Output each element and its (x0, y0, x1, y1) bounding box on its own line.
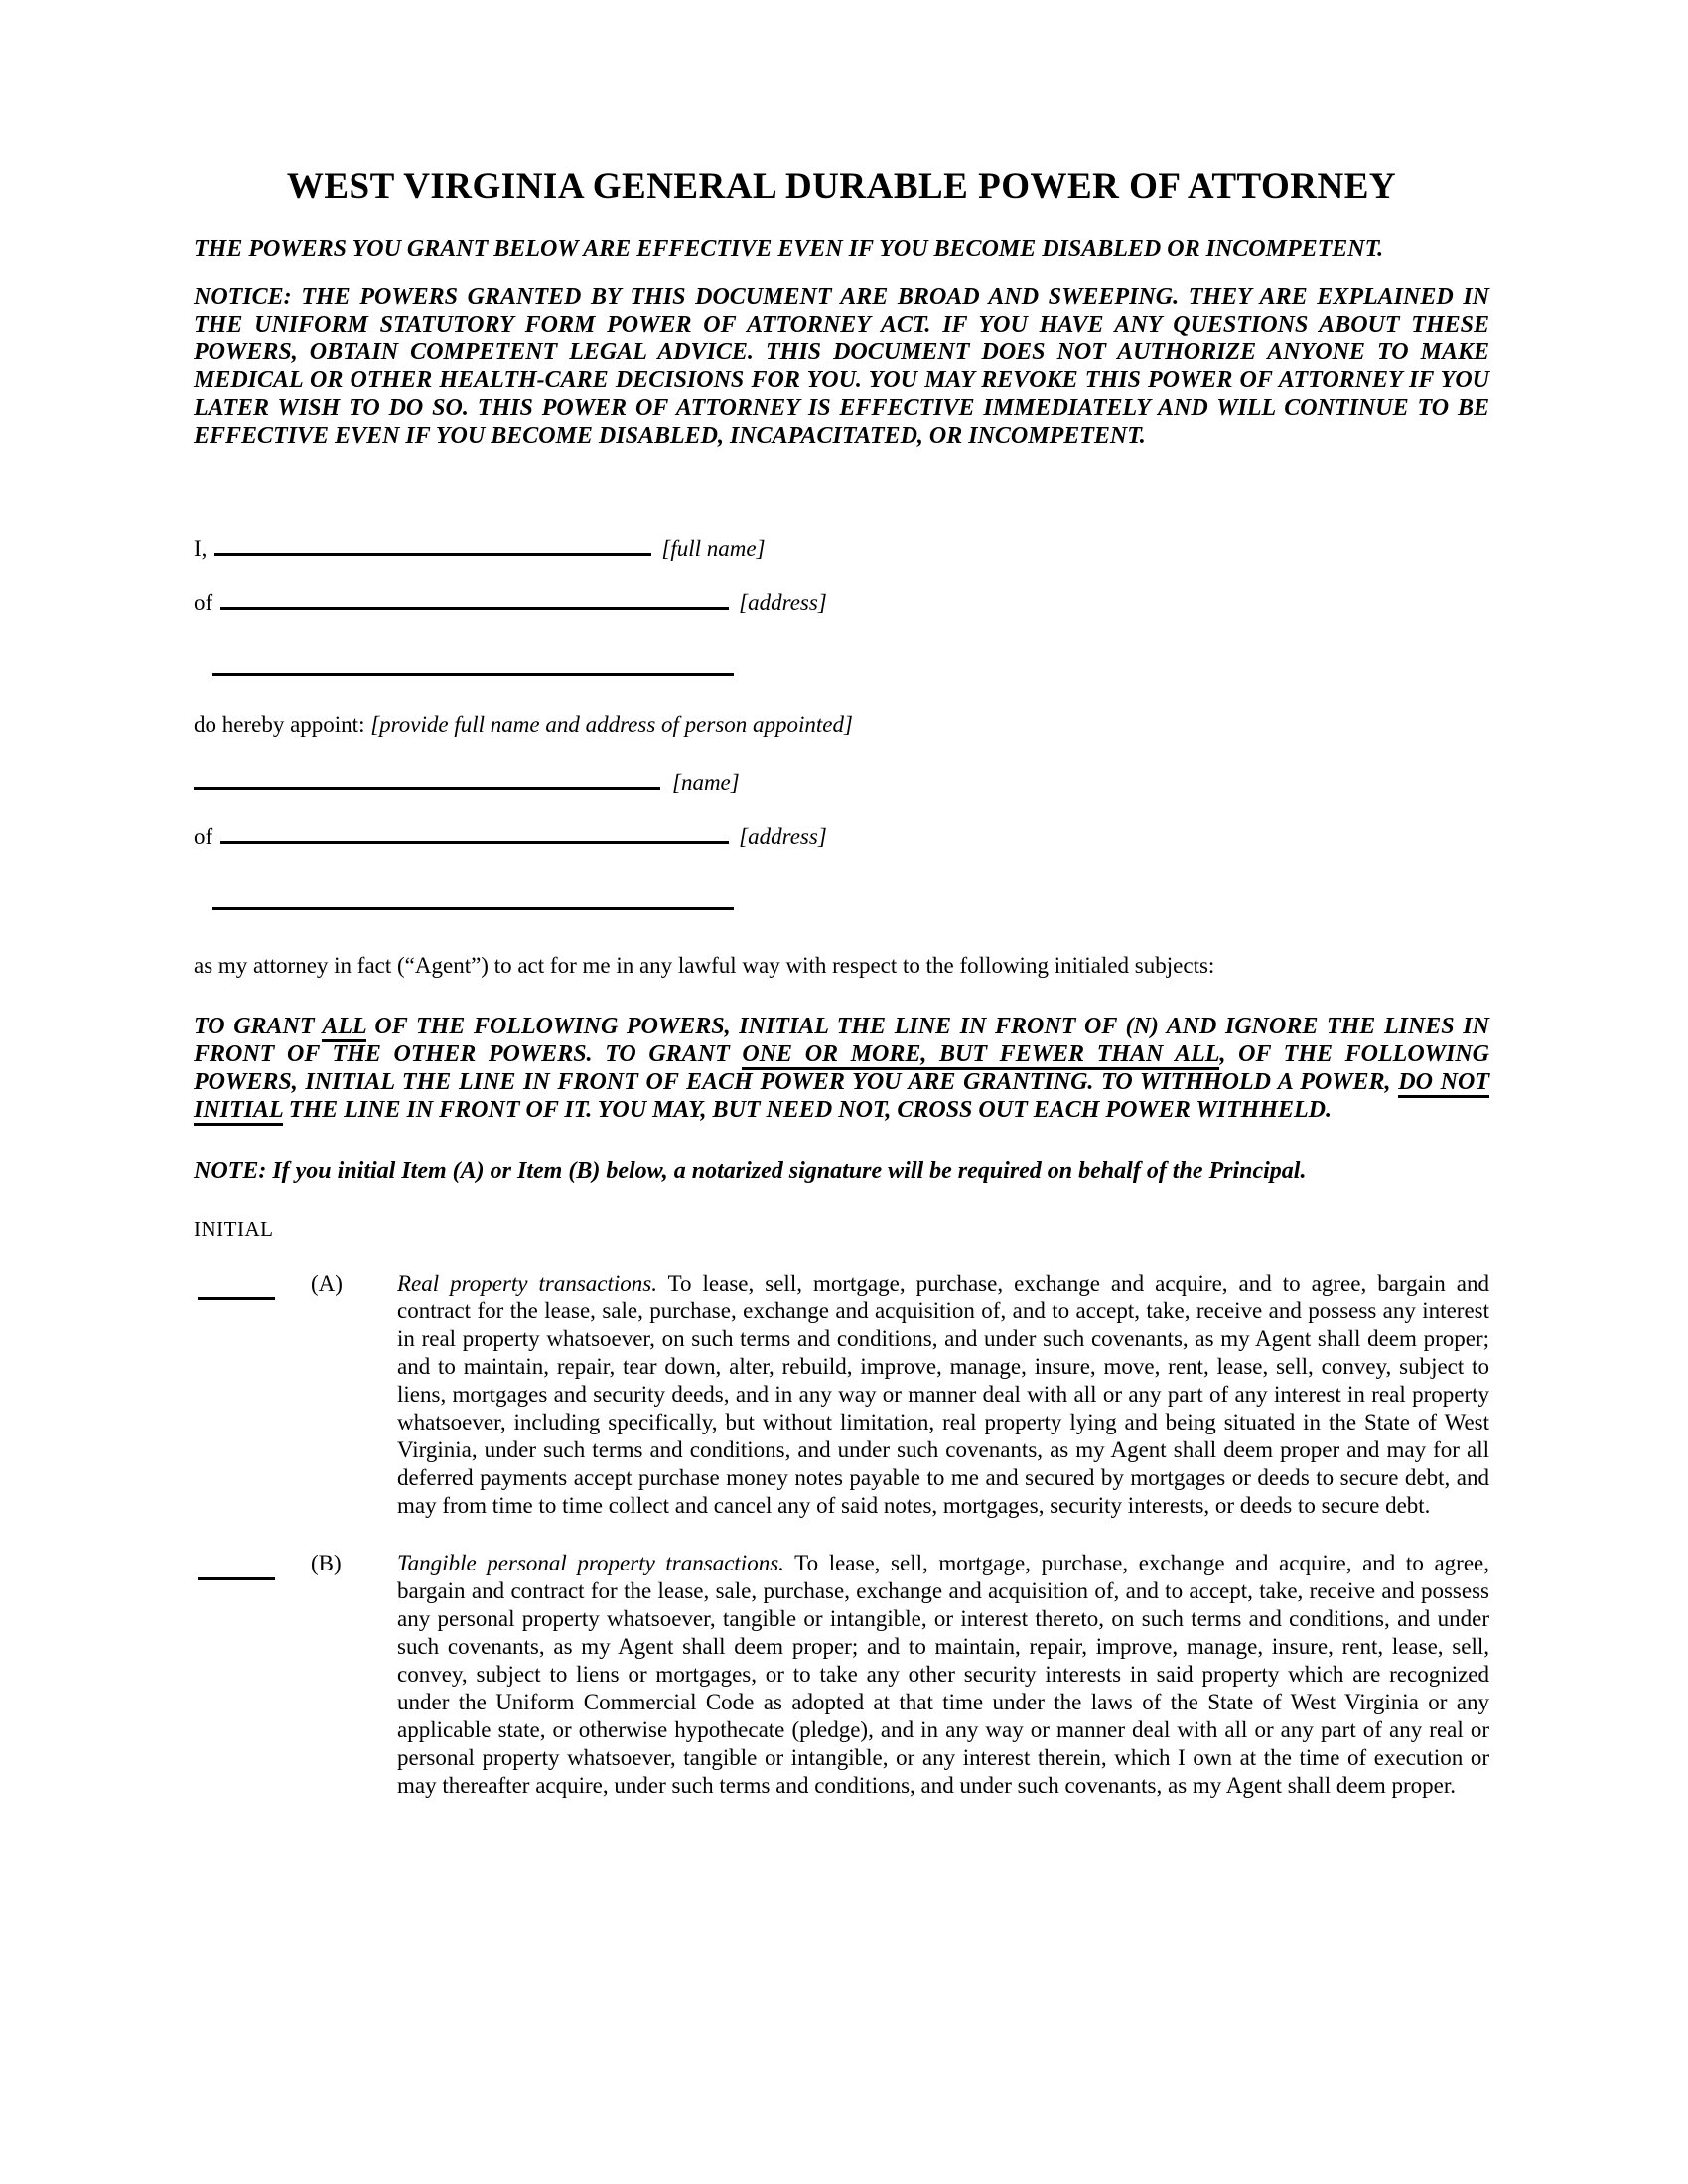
item-a-text (397, 1270, 1489, 1520)
agent-name-row (194, 767, 1489, 796)
appointment-lead-row (194, 712, 1489, 738)
principal-address-continuation-row (194, 653, 1489, 682)
principal-address-field[interactable] (220, 587, 729, 610)
item-a-label: (A) (311, 1270, 343, 1296)
appointment-lead-hint: [provide full name and address of person appointed] (370, 711, 853, 737)
item-a-initial-field[interactable] (198, 1270, 275, 1300)
notice-paragraph: NOTICE: THE POWERS GRANTED BY THIS DOCUMENT ARE BROAD AND SWEEPING. THEY ARE EXPLAINED IN THE UNIFORM STATUTORY FORM POWER OF ATTORNEY ACT. IF YOU HAVE ANY QUESTIONS ABOUT THESE POWERS, OBTAIN COMPETENT LEGAL ADVICE. THIS DOCUMENT DOES NOT AUTHORIZE ANYONE TO MAKE MEDICAL OR OTHER HEALTH-CARE DECISIONS FOR YOU. YOU MAY REVOKE THIS POWER OF ATTORNEY IF YOU LATER WISH TO DO SO. THIS POWER OF ATTORNEY IS EFFECTIVE IMMEDIATELY AND WILL CONTINUE TO BE EFFECTIVE EVEN IF YOU BECOME DISABLED, INCAPACITATED, OR INCOMPETENT. (194, 283, 1489, 449)
principal-address-hint: [address] (739, 589, 827, 614)
principal-address-row (194, 587, 1489, 615)
agent-clause: as my attorney in fact (“Agent”) to act for me in any lawful way with respect to the following initialed subjects: (194, 952, 1215, 978)
item-b-initial-field[interactable] (198, 1550, 275, 1580)
agent-address-continuation-field[interactable] (212, 887, 734, 910)
document-subtitle: THE POWERS YOU GRANT BELOW ARE EFFECTIVE EVEN IF YOU BECOME DISABLED OR INCOMPETENT. (194, 235, 1384, 262)
item-b-title: Tangible personal property transactions. (397, 1550, 784, 1575)
agent-address-continuation-row (194, 887, 1489, 916)
item-b-label: (B) (311, 1550, 342, 1575)
item-b-initial-cell (194, 1550, 275, 1800)
document-content (194, 167, 1489, 1800)
principal-name-hint: [full name] (661, 535, 766, 561)
power-item-b (194, 1550, 1489, 1800)
item-b-body: To lease, sell, mortgage, purchase, exchange and acquire, and to agree, bargain and contract for the lease, sale, purchase, exchange and acquisition of, and to accept, take, receive and possess any personal property whatsoever, tangible or intangible, or interest thereto, on such terms and conditions, and under such covenants, as my Agent shall deem proper; and to maintain, repair, improve, manage, insure, rent, lease, sell, convey, subject to liens or mortgages, or to take any other security interests in said property which are recognized under the Uniform Commercial Code as adopted at that time under the laws of the State of West Virginia or any applicable state, or otherwise hypothecate (pledge), and in any way or manner deal with all or any part of any real or personal property whatsoever, tangible or intangible, or any interest therein, which I own at the time of execution or may thereafter acquire, under such terms and conditions, and under such covenants, as my Agent shall deem proper. (397, 1550, 1489, 1798)
principal-name-field[interactable] (214, 533, 651, 556)
item-a-initial-cell (194, 1270, 275, 1520)
item-a-title: Real property transactions. (397, 1270, 657, 1296)
power-item-a (194, 1270, 1489, 1520)
principal-of-label: of (194, 589, 213, 614)
appointment-lead-label: do hereby appoint: (194, 711, 365, 737)
agent-address-field[interactable] (220, 821, 729, 844)
principal-section (194, 533, 1489, 981)
grant-instructions: TO GRANT ALL OF THE FOLLOWING POWERS, INITIAL THE LINE IN FRONT OF (N) AND IGNORE THE LINES IN FRONT OF THE OTHER POWERS. TO GRANT ONE OR MORE, BUT FEWER THAN ALL, OF THE FOLLOWING POWERS, INITIAL THE LINE IN FRONT OF EACH POWER YOU ARE GRANTING. TO WITHHOLD A POWER, DO NOT INITIAL THE LINE IN FRONT OF IT. YOU MAY, BUT NEED NOT, CROSS OUT EACH POWER WITHHELD. (194, 1013, 1489, 1124)
notarization-note: NOTE: If you initial Item (A) or Item (B) below, a notarized signature will be required on behalf of the Principal. (194, 1158, 1307, 1184)
item-b-text (397, 1550, 1489, 1800)
initial-heading: INITIAL (194, 1216, 274, 1241)
agent-address-row (194, 821, 1489, 850)
agent-name-field[interactable] (194, 767, 660, 790)
document-title: WEST VIRGINIA GENERAL DURABLE POWER OF ATTORNEY (286, 166, 1397, 206)
agent-of-label: of (194, 823, 213, 849)
principal-address-continuation-field[interactable] (212, 653, 734, 676)
principal-name-row (194, 533, 1489, 562)
agent-address-hint: [address] (739, 823, 827, 849)
agent-name-hint: [name] (672, 769, 740, 795)
principal-prefix-label: I, (194, 535, 208, 561)
item-a-body: To lease, sell, mortgage, purchase, exchange and acquire, and to agree, bargain and contract for the lease, sale, purchase, exchange and acquisition of, and to accept, take, receive and possess any interest in real property whatsoever, on such terms and conditions, and under such covenants, as my Agent shall deem proper; and to maintain, repair, tear down, alter, rebuild, improve, manage, insure, move, rent, lease, sell, convey, subject to liens, mortgages and security deeds, and in any way or manner deal with all or any part of any interest in real property whatsoever, including specifically, but without limitation, real property lying and being situated in the State of West Virginia, under such terms and conditions, and under such covenants, as my Agent shall deem proper and may for all deferred payments accept purchase money notes payable to me and secured by mortgages or deeds to secure debt, and may from time to time collect and cancel any of said notes, mortgages, security interests, or deeds to secure debt. (397, 1270, 1489, 1518)
